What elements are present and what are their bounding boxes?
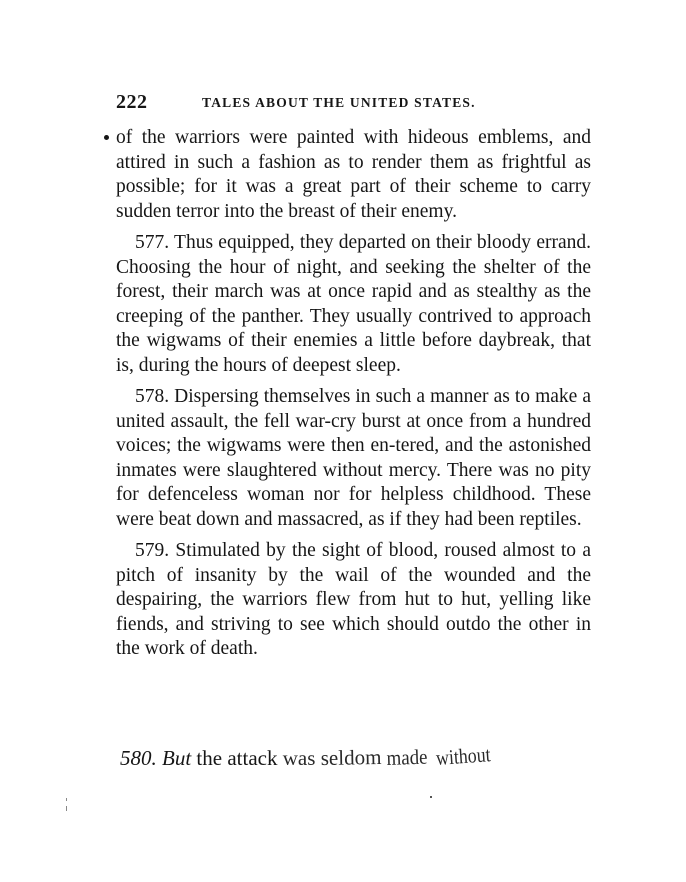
paragraph-text: Thus equipped, they departed on their bloody errand. Choosing the hour of night, and seeking the shelter of the forest, their march was at once rapid and as stealthy as the creeping of the panther. They usually contrived to approach the wigwams of their enemies a little before daybreak, that is, during the hours of deepest sleep. (116, 232, 591, 376)
paragraph-continuation (116, 126, 591, 224)
last-line-word: was (282, 746, 316, 770)
last-line-word: made (385, 744, 428, 771)
page-number: 222 (116, 91, 148, 113)
last-line-word: seldom (320, 744, 382, 771)
last-line-word: But (162, 746, 192, 770)
paragraph-number: 578. (135, 386, 170, 407)
paragraph-text: Stimulated by the sight of blood, roused almost to a pitch of insanity by the wail of the wounded and the despairing, the warriors flew from hut to hut, yelling like fiends, and striving to see which should outdo the other in the work of death. (116, 540, 591, 659)
ink-speck (66, 806, 67, 811)
paragraph-number: 579. (135, 540, 170, 561)
last-line-word: the (196, 746, 223, 770)
ink-speck (430, 796, 432, 798)
ink-speck (66, 798, 67, 801)
paragraph-578 (116, 385, 591, 532)
paragraph-577 (116, 231, 591, 378)
page-header (116, 90, 596, 114)
paragraph-579 (116, 539, 591, 662)
last-line-word: attack (227, 746, 278, 770)
running-head: TALES ABOUT THE UNITED STATES. (202, 95, 476, 110)
body-text (116, 126, 591, 662)
paragraph-text: Dispersing themselves in such a manner as to make a united assault, the fell war-cry burst at once from a hundred voices; the wigwams were then en-tered, and the astonished inmates were slaughtered without mercy. There was no pity for defenceless woman nor for helpless childhood. These were beat down and massacred, as if they had been reptiles. (116, 386, 591, 530)
paragraph-number: 580. (120, 746, 157, 770)
paragraph-580-partial (120, 744, 600, 772)
paragraph-text: of the warriors were painted with hideous emblems, and attired in such a fashion as to render them as frightful as possible; for it was a great part of their scheme to carry sudden terror into the breast of their enemy. (116, 127, 591, 222)
last-line-word: without (435, 742, 492, 771)
paragraph-number: 577. (135, 232, 170, 253)
ink-dot-mark (104, 135, 109, 140)
